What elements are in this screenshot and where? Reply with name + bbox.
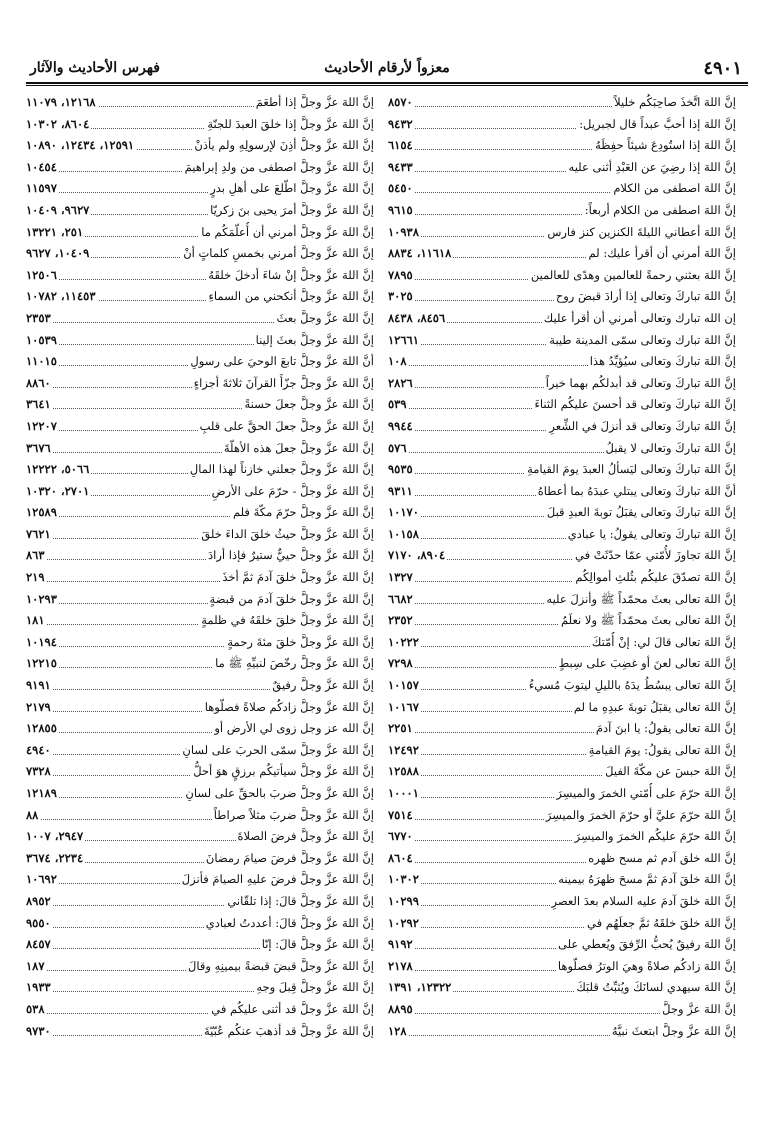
hadith-number: ٤٩٤٠: [26, 740, 53, 762]
hadith-number: ٢٩٤٧، ١٠٠٧: [26, 826, 85, 848]
hadith-number: ١٢٤٩٢: [388, 740, 421, 762]
hadith-incipit: إنَّ اللهَ رفيقٌ يُحبُّ الرِّفقَ ويُعطي على: [556, 934, 736, 956]
hadith-incipit: إنَّ اللهَ عزَّ وجلَّ خلقَ خلقَهُ في ظلمةٍ: [199, 610, 374, 632]
hadith-number: ٥٣٩: [388, 394, 409, 416]
hadith-number: ٩٩٤٤: [388, 416, 415, 438]
hadith-number: ٧٨٩٥: [388, 265, 415, 287]
index-entry: [26, 222, 374, 244]
hadith-number: ١٢٥٨٩: [26, 502, 59, 524]
index-entry: [388, 675, 736, 697]
index-entry: [26, 308, 374, 330]
index-entry: [388, 222, 736, 244]
hadith-number: ١٠١٦٧: [388, 697, 421, 719]
hadith-incipit: إنَّ الله عز وجل زوى لي الأرض أو: [212, 718, 374, 740]
hadith-incipit: إنَّ الله خلق آدم ثم مسح ظهره: [586, 848, 736, 870]
hadith-incipit: إنَّ اللهَ عزَّ وجلَّ قبضَ قبضةً بيمينِهِ وقالَ: [186, 956, 374, 978]
index-entry: [26, 416, 374, 438]
index-entry: [388, 524, 736, 546]
hadith-incipit: إنَّ اللهَ عزَّ وجلَّ أنكحني من السماءِ: [207, 286, 374, 308]
index-entry: [26, 524, 374, 546]
hadith-incipit: إنَّ اللهَ عزَّ وجلَّ زادكُم صلاةً فصلّوها: [203, 697, 374, 719]
hadith-incipit: إنَّ اللهَ تجاوزَ لأُمّتي عمّا حدّثَتْ في: [573, 545, 736, 567]
hadith-number: ٨٦٠٤: [388, 848, 415, 870]
hadith-incipit: إنَّ اللهَ عزَّ وجلَّ - حرّمَ على الأرضِ: [210, 481, 374, 503]
hadith-incipit: إنَّ اللهَ تعالى بعثَ محمّداً ﷺ ولا نعلَمُ: [559, 610, 736, 632]
hadith-number: ١٠٤٥٤: [26, 157, 59, 179]
index-entry: [388, 632, 736, 654]
hadith-number: ٢٣٥٣: [26, 308, 53, 330]
hadith-incipit: إنَّ اللهَ عزَّ وجلَّ خلقَ مئةَ رحمةٍ: [225, 632, 374, 654]
hadith-incipit: إنَّ اللهَ تصدّقَ عليكُم بثُلثِ أموالِكُم: [573, 567, 736, 589]
index-entry: [26, 697, 374, 719]
hadith-incipit: إنَّ اللهَ بعثني رحمةً للعالمين وهدًى للعالمين: [529, 265, 736, 287]
index-entry: [388, 610, 736, 632]
index-entry: [26, 373, 374, 395]
index-entry: [26, 913, 374, 935]
index-entry: [388, 265, 736, 287]
index-entry: [388, 697, 736, 719]
hadith-number: ١٠٥٣٩: [26, 330, 59, 352]
hadith-number: ٩٥٣٥: [388, 459, 415, 481]
hadith-number: ٨٨٩٥: [388, 999, 415, 1021]
hadith-number: ٢١٧٩: [26, 697, 53, 719]
hadith-number: ١٢٦٦١: [388, 330, 421, 352]
hadith-number: ١٠٣٠٢: [388, 869, 421, 891]
header-rule-thin: [26, 85, 748, 86]
hadith-number: ٩١٩١: [26, 675, 53, 697]
index-entry: [388, 545, 736, 567]
index-entry: [26, 589, 374, 611]
hadith-incipit: إنَّ اللهَ عزَّ وجلَّ اطّلعَ على أهلِ بدرٍ: [208, 178, 374, 200]
index-column-left: [26, 92, 374, 1042]
index-entry: [388, 567, 736, 589]
hadith-number: ٩٥٥٠: [26, 913, 53, 935]
hadith-number: ٩٦١٥: [388, 200, 415, 222]
hadith-number: ٥٣٨: [26, 999, 47, 1021]
hadith-incipit: إنَّ اللهَ عزَّ وجلَّ حييٌّ ستيرٌ فإذا أرادَ: [206, 545, 374, 567]
hadith-incipit: إنَّ اللهَ عزَّ وجلَّ ابتعثَ نبيَّهُ: [610, 1021, 736, 1043]
index-entry: [26, 157, 374, 179]
index-entry: [26, 761, 374, 783]
index-entry: [388, 869, 736, 891]
index-entry: [26, 502, 374, 524]
index-entry: [388, 178, 736, 200]
hadith-number: ١٨١: [26, 610, 47, 632]
hadith-incipit: إنَّ اللهَ عزَّ وجلَّ إنْ شاءَ أدخلَ خلقَهُ: [206, 265, 374, 287]
index-entry: [388, 286, 736, 308]
hadith-incipit: إنَّ اللهَ عزَّ وجلَّ سمّى الحربَ على لسانِ: [180, 740, 374, 762]
hadith-incipit: إنَّ اللهَ عزَّ وجلَّ فرضَ عليهِ الصيامَ فأنزلَ: [180, 869, 374, 891]
hadith-incipit: إنَّ اللهَ تعالى لعنَ أو غضِبَ على سِبطٍ: [557, 653, 736, 675]
hadith-incipit: إنَّ اللهَ زادكُم صلاةً وهيَ الوترُ فصلّوها: [556, 956, 736, 978]
index-entry: [388, 351, 736, 373]
hadith-number: ٥٧٦: [388, 438, 409, 460]
hadith-incipit: إنَّ اللهَ تعالى يقولُ: يومَ القيامةِ: [587, 740, 736, 762]
hadith-incipit: إنَّ اللهَ أمرني أن أقرأ عليك: لم: [587, 243, 736, 265]
page-header: [26, 52, 748, 82]
index-entry: [388, 999, 736, 1021]
index-entry: [388, 848, 736, 870]
hadith-incipit: إنَّ اللهَ سيهدي لسانَكَ ويُثبِّتُ قلبَكَ: [574, 977, 736, 999]
index-column-right: [388, 92, 736, 1042]
index-entry: [26, 632, 374, 654]
hadith-incipit: إنَّ اللهَ حرّمَ عليكُم الخمرَ والميسِرَ: [573, 826, 736, 848]
hadith-incipit: إنَّ اللهَ تباركَ وتعالى يقولُ: يا عبادي: [566, 524, 736, 546]
index-entry: [388, 740, 736, 762]
hadith-number: ١٩٣٣: [26, 977, 53, 999]
page-number: ٤٩٠١: [703, 58, 742, 79]
hadith-incipit: إنَّ اللهَ عزَّ وجلَّ حيثُ خلقَ الداءَ خلقَ: [199, 524, 374, 546]
index-entry: [388, 330, 736, 352]
index-entry: [388, 308, 736, 330]
index-entry: [26, 610, 374, 632]
hadith-incipit: إنَّ اللهَ عزَّ وجلَّ إذا أطعَمَ: [254, 92, 374, 114]
hadith-incipit: إنَّ اللهَ عزَّ وجلَّ رخّصَ لنبيِّهِ ﷺ ما: [213, 653, 374, 675]
book-title: فهرس الأحاديث والآثار: [30, 60, 160, 76]
hadith-number: ٩٣١١: [388, 481, 415, 503]
hadith-incipit: إنَّ اللهَ عزَّ وجلَّ قد أثنى عليكُم في: [209, 999, 374, 1021]
index-entry: [26, 286, 374, 308]
hadith-incipit: إنَّ اللهَ خلقَ خلقَهُ ثمَّ جعلَهُم في: [585, 913, 736, 935]
index-entry: [388, 243, 736, 265]
hadith-incipit: إنَّ اللهَ عزَّ وجلَّ قالَ: إنّا: [260, 934, 374, 956]
index-entry: [388, 718, 736, 740]
hadith-number: ٨٨: [26, 805, 40, 827]
index-entry: [26, 459, 374, 481]
index-entry: [26, 330, 374, 352]
index-entry: [26, 977, 374, 999]
hadith-number: ١١٠١٥: [26, 351, 59, 373]
hadith-number: ٣٦٤١: [26, 394, 53, 416]
hadith-number: ٧٣٢٨: [26, 761, 53, 783]
hadith-incipit: إنَّ اللهَ عزَّ وجلَّ جعلَ الحقَّ على قلبِ: [198, 416, 374, 438]
hadith-number: ١٢٨٥٥: [26, 718, 59, 740]
hadith-incipit: أنَّ اللهَ عزَّ وجلَّ تابعَ الوحيَ على رسولِ: [188, 351, 374, 373]
hadith-number: ١٢٥٠٦: [26, 265, 59, 287]
hadith-incipit: إنَّ اللهَ عزَّ وجلَّ سيأتيكُم برزقٍ هوَ أحلُّ: [191, 761, 374, 783]
hadith-number: ٥٠٦٦، ١٢٢٢٢: [26, 459, 91, 481]
hadith-incipit: إنَّ اللهَ تعالى يبسُطُ يدَهُ بالليلِ ليتوبَ مُسيءُ: [527, 675, 736, 697]
hadith-number: ٣٠٢٥: [388, 286, 415, 308]
hadith-number: ٢٢٣٤، ٣٦٧٤: [26, 848, 85, 870]
hadith-number: ١٠٢٩٩: [388, 891, 421, 913]
index-entry: [26, 178, 374, 200]
hadith-incipit: إنَّ اللهَ عزَّ وجلَّ خلقَ آدمَ ثمَّ أخذَ: [220, 567, 374, 589]
hadith-incipit: إنَّ اللهَ عزَّ وجلَّ اصطفى من ولدِ إبراهيمَ: [183, 157, 374, 179]
hadith-number: ٦٦٨٢: [388, 589, 415, 611]
hadith-incipit: إنَّ اللهَ اتَّخذَ صاحِبَكُم خليلاً: [612, 92, 736, 114]
index-entry: [26, 999, 374, 1021]
hadith-number: ١١٦١٨، ٨٨٣٤: [388, 243, 453, 265]
index-entry: [26, 891, 374, 913]
hadith-incipit: إنَّ اللهَ عزَّ وجلَّ بعثَ إلينا: [254, 330, 374, 352]
hadith-incipit: إنَّ اللهَ عزَّ وجلَّ جعلني خازناً لهذا المالِ: [188, 459, 374, 481]
hadith-incipit: إنَّ اللهَ تباركَ وتعالى سيُؤيِّدُ هذا: [588, 351, 736, 373]
index-entry: [388, 157, 736, 179]
hadith-incipit: إنَّ اللهَ إذا أحبَّ عبداً قال لجبريل:: [577, 114, 736, 136]
hadith-number: ١٠١٥٧: [388, 675, 421, 697]
index-entry: [388, 891, 736, 913]
hadith-number: ١١٥٩٧: [26, 178, 59, 200]
hadith-number: ١٢٣٢٢، ١٣٩١: [388, 977, 453, 999]
hadith-incipit: إنَّ اللهَ إذا رضِيَ عن العَبْدِ أثنى عليه: [567, 157, 736, 179]
hadith-incipit: إنَّ اللهَ عزَّ وجلَّ حرّمَ مكّةَ فلم: [231, 502, 374, 524]
index-entry: [26, 114, 374, 136]
index-entry: [26, 394, 374, 416]
hadith-number: ١٠٨: [388, 351, 409, 373]
hadith-number: ٢٨٢٦: [388, 373, 415, 395]
hadith-incipit: إنَّ اللهَ تعالى يقبَلُ توبةَ عبدِهِ ما لم: [572, 697, 736, 719]
hadith-incipit: أنَّ اللهَ تباركَ وتعالى يبتلي عبدَهُ بما أعطاهُ: [536, 481, 736, 503]
index-entry: [26, 567, 374, 589]
index-entry: [388, 459, 736, 481]
hadith-incipit: إنَّ اللهَ عزَّ وجلَّ إذا خلقَ العبدَ للجنّةِ: [205, 114, 374, 136]
hadith-number: ١٠٤٠٩، ٩٦٢٧: [26, 243, 91, 265]
hadith-number: ١٣٢٧: [388, 567, 415, 589]
index-entry: [388, 805, 736, 827]
hadith-incipit: إن الله تبارك وتعالى أمرني أن أقرأ عليك: [542, 308, 736, 330]
index-entry: [388, 934, 736, 956]
hadith-incipit: إنَّ اللهَ تباركَ وتعالى إذا أرادَ قبضَ روح: [554, 286, 736, 308]
hadith-number: ٢٣٥٢: [388, 610, 415, 632]
hadith-incipit: إنَّ اللهَ تباركَ وتعالى لا يقبلُ: [604, 438, 736, 460]
hadith-number: ٩٧٣٠: [26, 1021, 53, 1043]
hadith-incipit: إنَّ اللهَ تباركَ وتعالى قد أنزلَ في الشِّعرِ: [547, 416, 736, 438]
hadith-number: ١١٤٥٣، ١٠٧٨٢: [26, 286, 98, 308]
hadith-number: ١٢٥٨٨: [388, 761, 421, 783]
hadith-number: ١٠١٧٠: [388, 502, 421, 524]
hadith-incipit: إنَّ اللهَ عزَّ وجلَّ أذِنَ لإرسولِهِ ولم يأذنْ: [192, 135, 374, 157]
hadith-number: ٦١٥٤: [388, 135, 415, 157]
index-entry: [388, 589, 736, 611]
hadith-number: ٨٥٧٠: [388, 92, 415, 114]
hadith-incipit: إنَّ اللهَ حرّمَ عليَّ أو حرّمَ الخمرَ والميسِرَ: [544, 805, 736, 827]
index-entry: [388, 481, 736, 503]
hadith-number: ٨٨٦٠: [26, 373, 53, 395]
hadith-number: ٧٢٩٨: [388, 653, 415, 675]
hadith-number: ٥٤٥٠: [388, 178, 415, 200]
hadith-number: ٩٤٣٣: [388, 157, 415, 179]
hadith-number: ٦٧٧٠: [388, 826, 415, 848]
hadith-number: ٨٦٣: [26, 545, 47, 567]
index-entry: [26, 481, 374, 503]
hadith-number: ١٠٩٣٨: [388, 222, 421, 244]
index-entry: [26, 243, 374, 265]
index-entry: [388, 114, 736, 136]
hadith-number: ٨٦٠٤، ١٠٣٠٢: [26, 114, 91, 136]
index-entry: [388, 502, 736, 524]
index-entry: [26, 351, 374, 373]
hadith-incipit: إنَّ اللهَ تباركَ وتعالى قد أبدلكُم بهما خيراً: [544, 373, 736, 395]
hadith-number: ٢٢٥١: [388, 718, 415, 740]
hadith-incipit: إنَّ اللهَ عزَّ وجلَّ بعثَ: [274, 308, 374, 330]
index-entry: [388, 977, 736, 999]
hadith-number: ٨٩٠٤، ٧١٧٠: [388, 545, 447, 567]
hadith-number: ١٠٢٩٣: [26, 589, 59, 611]
header-rule: [26, 82, 748, 84]
hadith-incipit: إنَّ اللهَ عزَّ وجلَّ جعلَ حسنةً: [242, 394, 374, 416]
index-entry: [26, 200, 374, 222]
index-entry: [388, 761, 736, 783]
hadith-incipit: إنَّ اللهَ عزَّ وجلَّ ضربَ مثلاً صراطاً: [212, 805, 374, 827]
index-entry: [26, 740, 374, 762]
index-entry: [388, 92, 736, 114]
index-entry: [388, 416, 736, 438]
hadith-incipit: إنَّ اللهَ تبارك وتعالى سمّى المدينة طيبة: [547, 330, 736, 352]
hadith-number: ٩٦٢٧، ١٠٤٠٩: [26, 200, 91, 222]
hadith-incipit: إنَّ اللهَ حرّمَ على أُمّتي الخمرَ والميسِرَ: [554, 783, 736, 805]
hadith-number: ٢٥١، ١٣٢٢١: [26, 222, 85, 244]
hadith-incipit: إنَّ اللهَ تباركَ وتعالى ليَسألُ العبدَ يومَ القيامةِ: [525, 459, 736, 481]
hadith-number: ٧٥١٤: [388, 805, 415, 827]
index-entry: [26, 1021, 374, 1043]
hadith-incipit: إنَّ اللهَ عزَّ وجلَّ قالَ: إذا تلقّاني: [225, 891, 374, 913]
hadith-incipit: إنَّ اللهَ خلقَ آدمَ عليه السلام بعدَ العصرِ: [550, 891, 736, 913]
hadith-incipit: إنَّ اللهَ عزَّ وجلَّ جعلَ هذه الأهلّةَ: [222, 438, 374, 460]
hadith-incipit: إنَّ اللهَ أعطاني الليلةَ الكنزين كنز فارس: [545, 222, 736, 244]
hadith-number: ١٢١٦٨، ١١٠٧٩: [26, 92, 98, 114]
index-entry: [388, 438, 736, 460]
hadith-incipit: إنَّ اللهَ عزَّ وجلَّ فرضَ صيامَ رمضانَ: [204, 848, 374, 870]
index-entry: [26, 438, 374, 460]
hadith-number: ١٢١٨٩: [26, 783, 59, 805]
index-entry: [388, 394, 736, 416]
hadith-incipit: إنَّ اللهَ تباركَ وتعالى يقبَلُ توبةَ العبدِ قبلَ: [545, 502, 736, 524]
hadith-incipit: إنَّ اللهَ اصطفى من الكلام أربعاً:: [583, 200, 736, 222]
index-entry: [388, 956, 736, 978]
hadith-number: ٣٦٧٦: [26, 438, 53, 460]
hadith-number: ٢١٩: [26, 567, 47, 589]
hadith-number: ١٢٨: [388, 1021, 409, 1043]
hadith-incipit: إنَّ اللهَ عزَّ وجلَّ قالَ: أعددتُ لعبادي: [204, 913, 374, 935]
hadith-number: ١٠٦٩٢: [26, 869, 59, 891]
hadith-number: ١٠١٩٤: [26, 632, 59, 654]
index-entry: [26, 826, 374, 848]
index-entry: [26, 545, 374, 567]
index-entry: [388, 135, 736, 157]
hadith-incipit: إنَّ اللهَ حبسَ عن مكّةَ الفيلَ: [603, 761, 736, 783]
hadith-incipit: إنَّ اللهَ خلقَ آدمَ ثمَّ مسحَ ظهرَهُ بيمينه: [556, 869, 736, 891]
index-entry: [26, 783, 374, 805]
running-title: معزواً لأرقام الأحاديث: [324, 60, 450, 76]
hadith-incipit: إنَّ اللهَ عزَّ وجلَّ قد أذهبَ عنكُم عُبّيّةَ: [202, 1021, 374, 1043]
hadith-incipit: إنَّ اللهَ عزَّ وجلَّ ضربَ بالحقِّ على لسانِ: [183, 783, 374, 805]
hadith-number: ١٨٧: [26, 956, 47, 978]
hadith-incipit: إنَّ اللهَ عزَّ وجلَّ أمرني أن أُعلّمَكُم ما: [199, 222, 374, 244]
index-entry: [26, 675, 374, 697]
index-entry: [388, 373, 736, 395]
hadith-incipit: إنَّ اللهَ عزَّ وجلَّ رفيقٌ: [270, 675, 374, 697]
index-entry: [388, 200, 736, 222]
index-entry: [388, 1021, 736, 1043]
index-entry: [388, 913, 736, 935]
hadith-incipit: إنَّ اللهَ تعالى بعثَ محمّداً ﷺ وأنزلَ عليه: [544, 589, 736, 611]
hadith-number: ١٠٢٩٢: [388, 913, 421, 935]
hadith-number: ٨٤٥٧: [26, 934, 53, 956]
hadith-number: ٢٧٠١، ١٠٣٢٠: [26, 481, 91, 503]
index-entry: [388, 826, 736, 848]
index-entry: [26, 653, 374, 675]
hadith-incipit: إنَّ اللهَ تعالى يقولُ: يا ابنَ آدمَ: [594, 718, 736, 740]
hadith-incipit: إنَّ اللهَ عزَّ وجلَّ جزّأَ القرآنَ ثلاثةَ أجزاءٍ: [192, 373, 374, 395]
index-entry: [26, 934, 374, 956]
hadith-number: ٨٩٥٢: [26, 891, 53, 913]
hadith-number: ٩١٩٢: [388, 934, 415, 956]
index-entry: [26, 869, 374, 891]
hadith-incipit: إنَّ اللهَ عزَّ وجلَّ أمرَ يحيى بنَ زكريّا: [208, 200, 374, 222]
index-entry: [26, 805, 374, 827]
hadith-number: ١٠٢٢٢: [388, 632, 421, 654]
index-entry: [388, 783, 736, 805]
hadith-incipit: إنَّ اللهَ عزَّ وجلَّ أمرني بخمسِ كلماتٍ أنْ: [181, 243, 374, 265]
index-entry: [26, 848, 374, 870]
hadith-incipit: إنَّ اللهَ عزَّ وجلَّ قِبلَ وجهِ: [254, 977, 374, 999]
index-entry: [26, 265, 374, 287]
hadith-number: ١٠٠٠١: [388, 783, 421, 805]
hadith-incipit: إنَّ اللهَ عزَّ وجلَّ: [660, 999, 736, 1021]
hadith-number: ١٢٢٠٧: [26, 416, 59, 438]
hadith-number: ١٢٢١٥: [26, 653, 59, 675]
hadith-incipit: إنَّ اللهَ تباركَ وتعالى قد أحسنَ عليكُم الثناءَ: [532, 394, 736, 416]
hadith-number: ٧٦٢١: [26, 524, 53, 546]
index-entry: [26, 135, 374, 157]
hadith-incipit: إنَّ اللهَ عزَّ وجلَّ فرضَ الصلاةَ: [236, 826, 374, 848]
index-entry: [388, 653, 736, 675]
hadith-incipit: إنَّ اللهَ تعالى قالَ لي: إنْ أُمّتكَ: [590, 632, 736, 654]
hadith-number: ٨٤٥٦، ٨٤٣٨: [388, 308, 447, 330]
hadith-incipit: إنَّ اللهَ إذا استُودِعَ شيئاً حفِظَهُ: [593, 135, 736, 157]
hadith-incipit: إنَّ اللهَ اصطفى من الكلام: [611, 178, 736, 200]
hadith-incipit: إنَّ اللهَ عزَّ وجلَّ خلقَ آدمَ من قبضةٍ: [208, 589, 374, 611]
hadith-number: ٢١٧٨: [388, 956, 415, 978]
hadith-number: ١٢٥٩١، ١٢٤٣٤، ١٠٨٩٠: [26, 135, 136, 157]
index-entry: [26, 956, 374, 978]
hadith-number: ١٠١٥٨: [388, 524, 421, 546]
index-entry: [26, 718, 374, 740]
hadith-number: ٩٤٣٢: [388, 114, 415, 136]
index-entry: [26, 92, 374, 114]
